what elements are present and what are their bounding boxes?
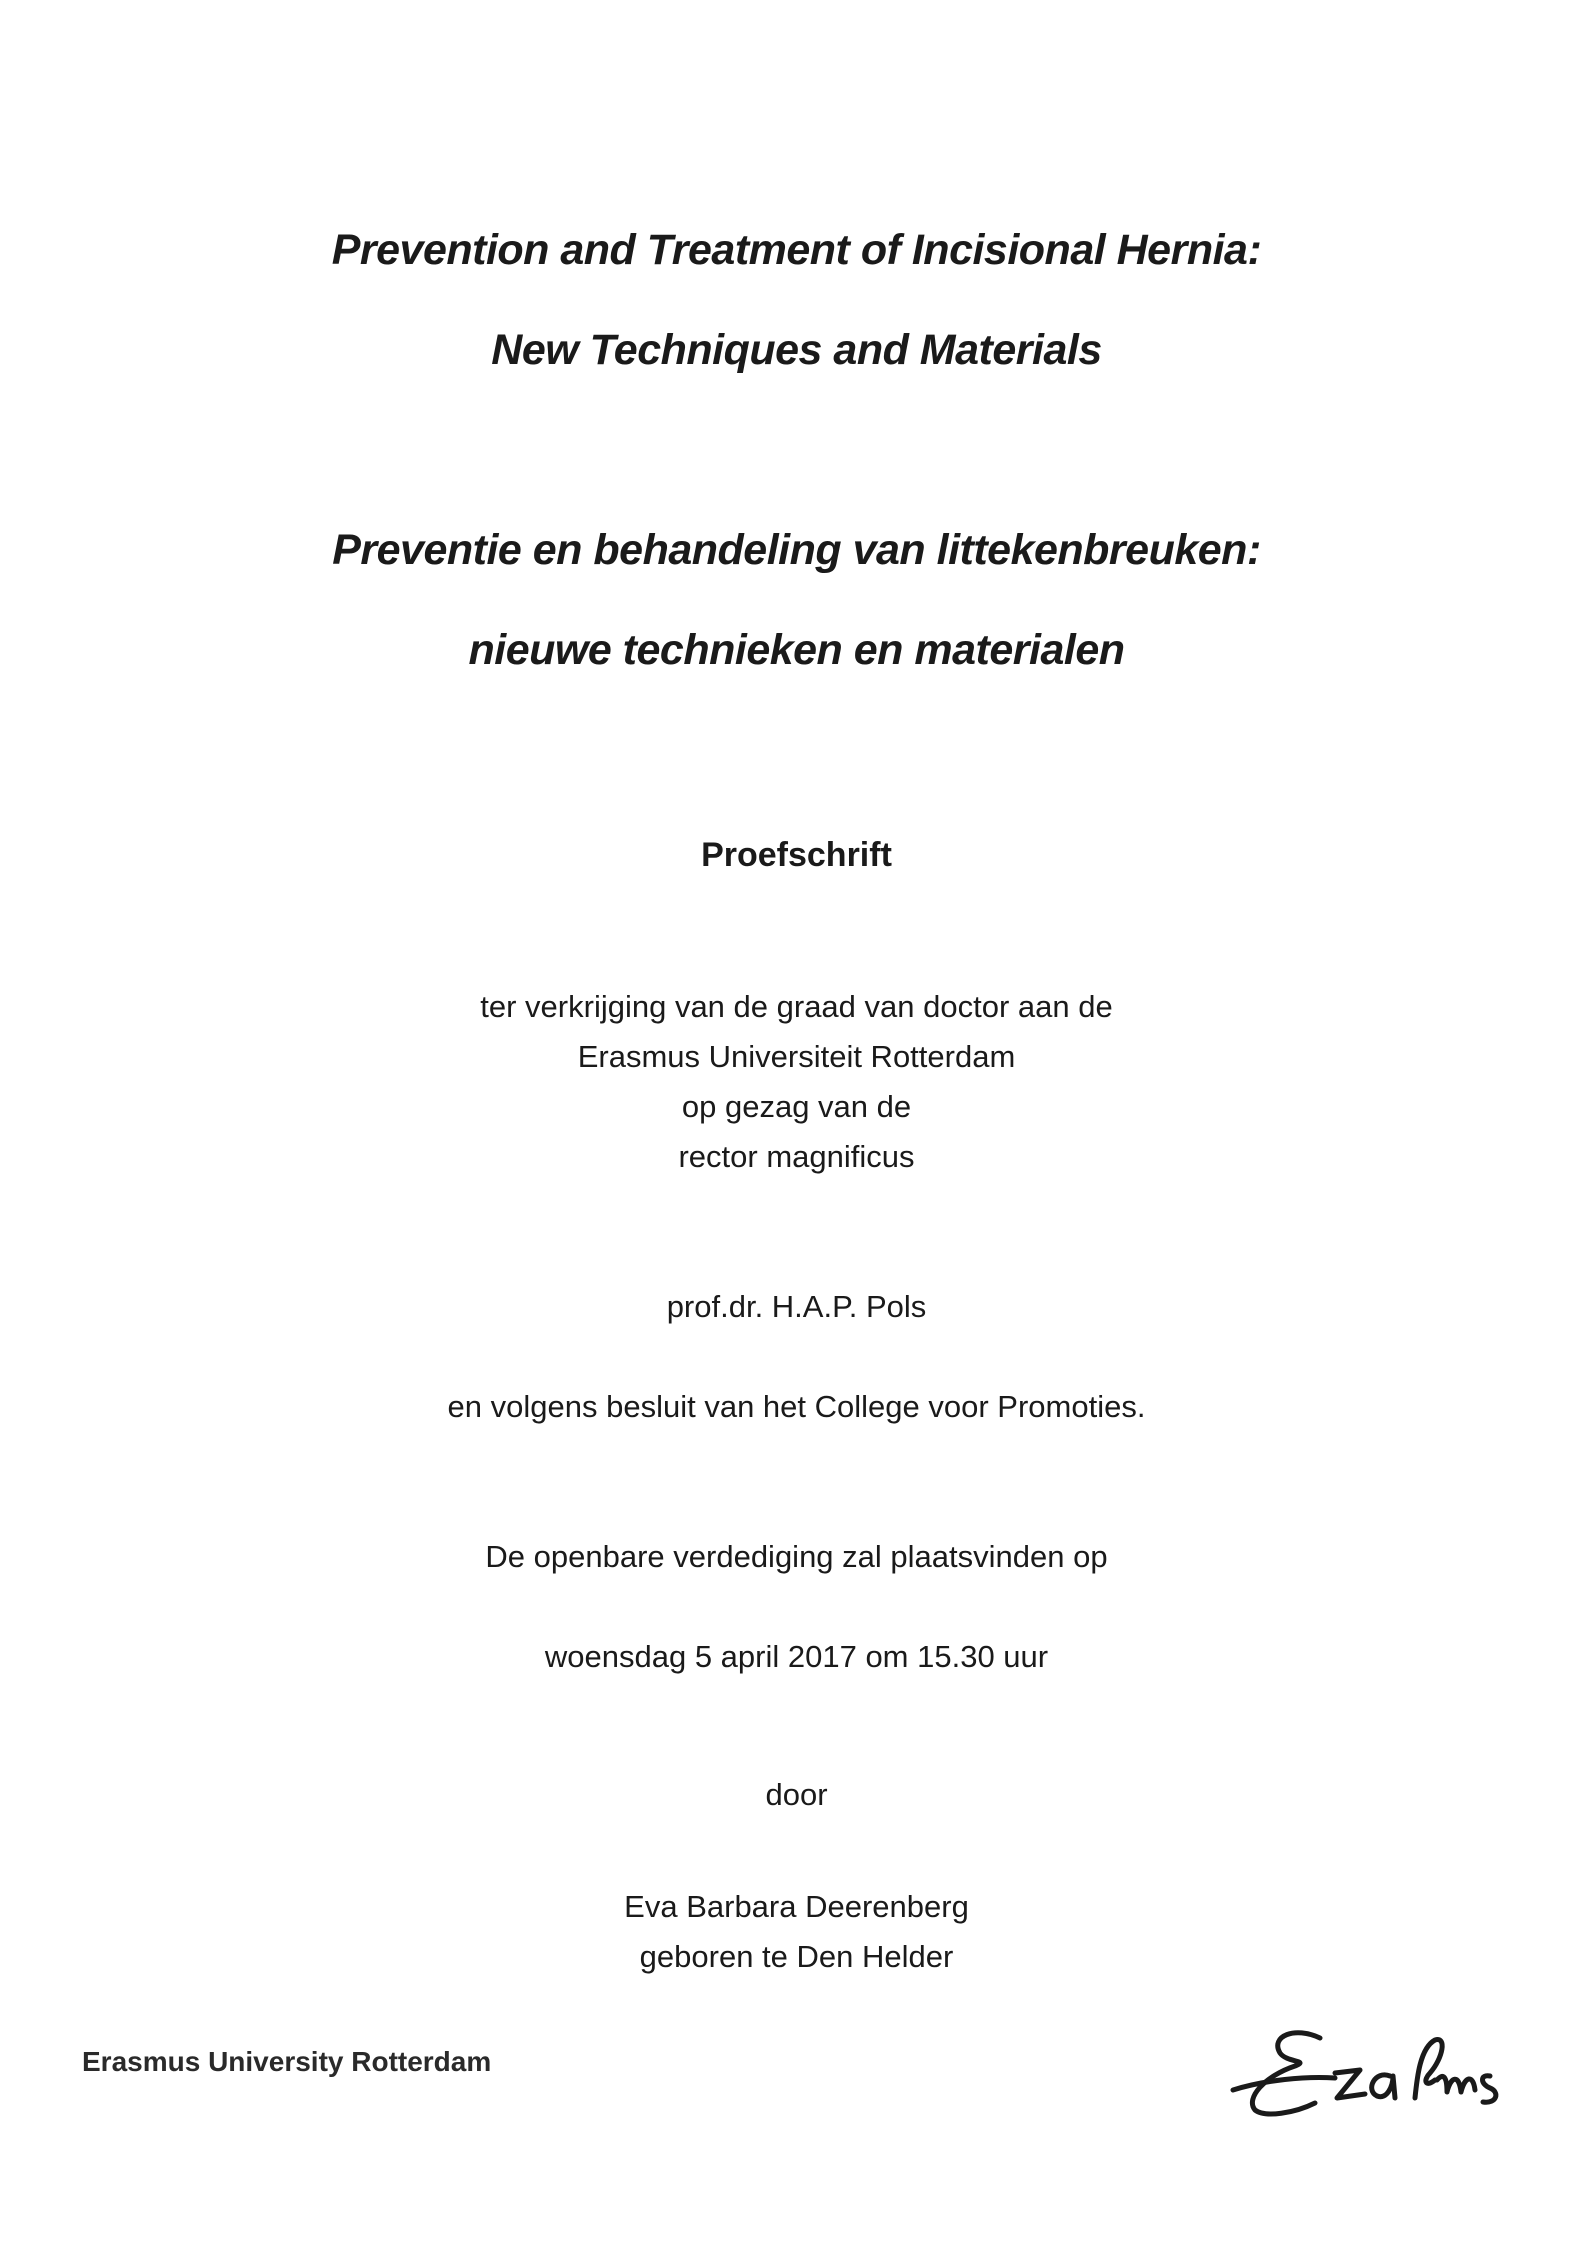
degree-line-1: ter verkrijging van de graad van doctor aan de <box>480 989 1113 1024</box>
degree-line-2: Erasmus Universiteit Rotterdam <box>577 1039 1016 1074</box>
proefschrift-heading: Proefschrift <box>701 836 892 874</box>
author-birthplace: geboren te Den Helder <box>639 1939 954 1974</box>
by-text: door <box>765 1777 828 1812</box>
defense-date: woensdag 5 april 2017 om 15.30 uur <box>544 1639 1049 1674</box>
degree-line-3: op gezag van de <box>681 1089 912 1124</box>
english-title-line-2: New Techniques and Materials <box>491 326 1102 374</box>
erasmus-signature-logo <box>1225 2018 1525 2128</box>
dutch-title-line-1: Preventie en behandeling van littekenbreuken: <box>332 526 1261 574</box>
rector-name: prof.dr. H.A.P. Pols <box>666 1289 927 1324</box>
decision-text: en volgens besluit van het College voor Promoties. <box>447 1389 1146 1424</box>
defense-intro: De openbare verdediging zal plaatsvinden op <box>485 1539 1108 1574</box>
author-name: Eva Barbara Deerenberg <box>624 1889 969 1924</box>
dutch-title-line-2: nieuwe technieken en materialen <box>468 626 1125 674</box>
university-name: Erasmus University Rotterdam <box>82 2046 492 2077</box>
degree-line-4: rector magnificus <box>678 1139 915 1174</box>
english-title-line-1: Prevention and Treatment of Incisional Hernia: <box>331 226 1262 274</box>
